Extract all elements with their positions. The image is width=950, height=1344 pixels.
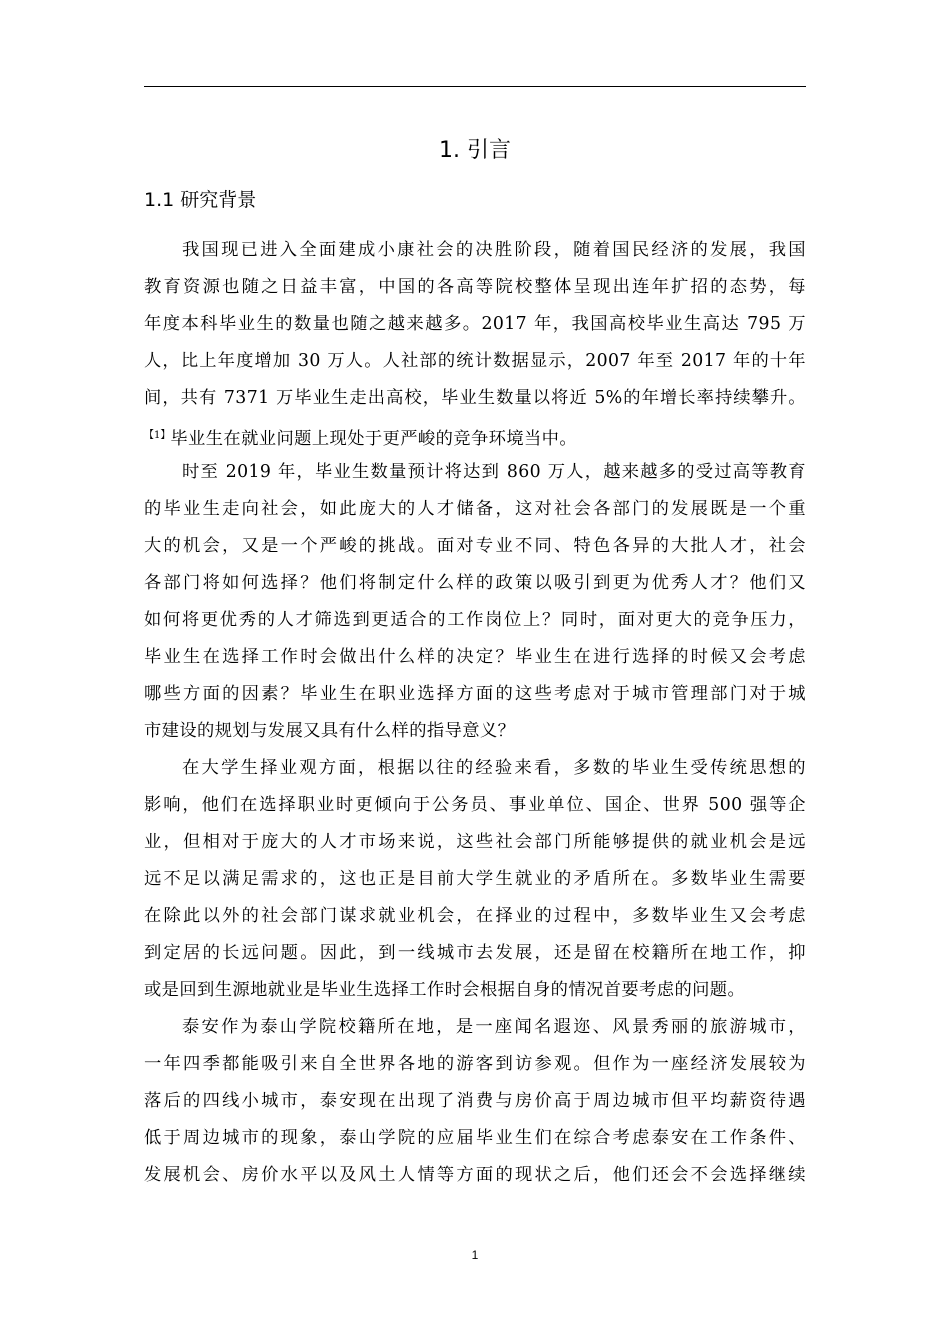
chapter-title: 1. 引言 bbox=[439, 138, 511, 163]
text-line: 各部门将如何选择？他们将制定什么样的政策以吸引到更为优秀人才？他们又 bbox=[144, 573, 806, 593]
text-line: 低于周边城市的现象，泰山学院的应届毕业生们在综合考虑泰安在工作条件、 bbox=[144, 1128, 806, 1148]
paragraph-4 bbox=[144, 1009, 806, 1194]
text-line: 远不足以满足需求的，这也正是目前大学生就业的矛盾所在。多数毕业生需要 bbox=[144, 869, 806, 889]
text-line: 一年四季都能吸引来自全世界各地的游客到访参观。但作为一座经济发展较为 bbox=[144, 1054, 806, 1074]
text-line bbox=[144, 417, 806, 454]
body-text bbox=[144, 232, 806, 1194]
section-title: 1.1 研究背景 bbox=[144, 189, 257, 211]
paragraph-1 bbox=[144, 232, 806, 454]
text-line: 业，但相对于庞大的人才市场来说，这些社会部门所能够提供的就业机会是远 bbox=[144, 832, 806, 852]
text-line: 如何将更优秀的人才筛选到更适合的工作岗位上？同时，面对更大的竞争压力， bbox=[144, 610, 806, 630]
text-line: 到定居的长远问题。因此，到一线城市去发展，还是留在校籍所在地工作，抑 bbox=[144, 943, 806, 963]
text-line: 毕业生在选择工作时会做出什么样的决定？毕业生在进行选择的时候又会考虑 bbox=[144, 647, 806, 667]
text-line: 在除此以外的社会部门谋求就业机会，在择业的过程中，多数毕业生又会考虑 bbox=[144, 906, 806, 926]
text-line: 影响，他们在选择职业时更倾向于公务员、事业单位、国企、世界 500 强等企 bbox=[144, 795, 806, 815]
citation-ref[interactable]: 【1】 bbox=[144, 430, 171, 441]
text-line: 落后的四线小城市，泰安现在出现了消费与房价高于周边城市但平均薪资待遇 bbox=[144, 1091, 806, 1111]
text-line: 人，比上年度增加 30 万人。人社部的统计数据显示，2007 年至 2017 年的十年 bbox=[144, 351, 806, 371]
text-line: 年度本科毕业生的数量也随之越来越多。2017 年，我国高校毕业生高达 795 万 bbox=[144, 314, 806, 334]
text-line: 在大学生择业观方面，根据以往的经验来看，多数的毕业生受传统思想的 bbox=[182, 758, 806, 778]
paragraph-2 bbox=[144, 454, 806, 750]
text-line: 大的机会，又是一个严峻的挑战。面对专业不同、特色各异的大批人才，社会 bbox=[144, 536, 806, 556]
text-line: 我国现已进入全面建成小康社会的决胜阶段，随着国民经济的发展，我国 bbox=[182, 240, 806, 260]
text-line-content: 毕业生在就业问题上现处于更严峻的竞争环境当中。 bbox=[170, 429, 578, 449]
text-line: 哪些方面的因素？毕业生在职业选择方面的这些考虑对于城市管理部门对于城 bbox=[144, 684, 806, 704]
page-number: 1 bbox=[471, 1248, 479, 1262]
text-line: 时至 2019 年，毕业生数量预计将达到 860 万人，越来越多的受过高等教育 bbox=[182, 462, 806, 482]
text-line: 泰安作为泰山学院校籍所在地，是一座闻名遐迩、风景秀丽的旅游城市， bbox=[182, 1017, 806, 1037]
header-rule bbox=[144, 86, 806, 87]
text-line: 间，共有 7371 万毕业生走出高校，毕业生数量以将近 5%的年增长率持续攀升。 bbox=[144, 388, 806, 408]
text-line: 教育资源也随之日益丰富，中国的各高等院校整体呈现出连年扩招的态势，每 bbox=[144, 277, 806, 297]
paragraph-3 bbox=[144, 750, 806, 1009]
text-line: 发展机会、房价水平以及风土人情等方面的现状之后，他们还会不会选择继续 bbox=[144, 1165, 806, 1185]
text-line: 的毕业生走向社会，如此庞大的人才储备，这对社会各部门的发展既是一个重 bbox=[144, 499, 806, 519]
text-line: 或是回到生源地就业是毕业生选择工作时会根据自身的情况首要考虑的问题。 bbox=[144, 980, 746, 1000]
text-line: 市建设的规划与发展又具有什么样的指导意义？ bbox=[144, 721, 516, 741]
